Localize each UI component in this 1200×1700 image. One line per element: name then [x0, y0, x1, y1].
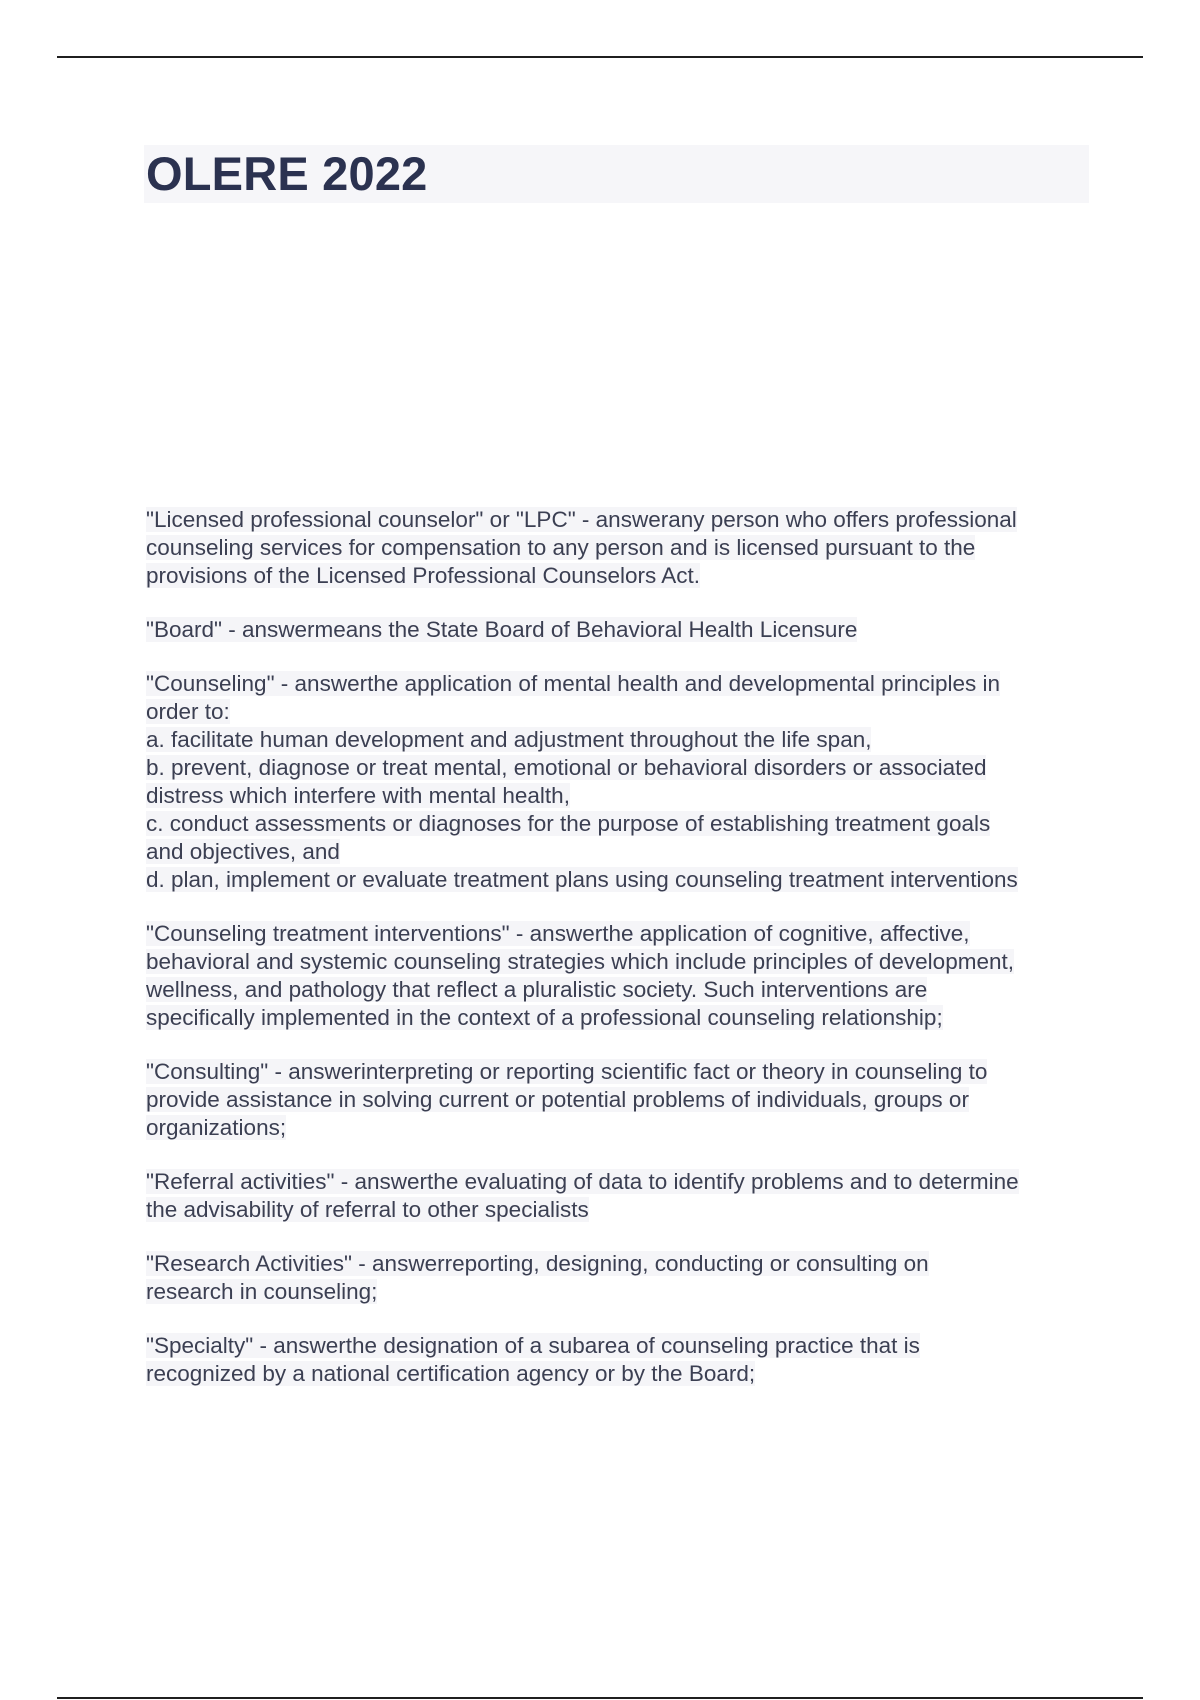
text-line: organizations;	[146, 1115, 287, 1140]
text-line: a. facilitate human development and adjustment throughout the life span,	[146, 727, 872, 752]
text-line: "Specialty" - answerthe designation of a subarea of counseling practice that is	[146, 1333, 920, 1358]
page-title: OLERE 2022	[146, 147, 428, 200]
definition-specialty	[146, 1332, 1091, 1388]
text-line: research in counseling;	[146, 1279, 378, 1304]
top-divider	[57, 56, 1143, 58]
definition-referral-activities	[146, 1168, 1091, 1224]
text-line: c. conduct assessments or diagnoses for the purpose of establishing treatment goals	[146, 811, 991, 836]
text-line: wellness, and pathology that reflect a pluralistic society. Such interventions are	[146, 977, 928, 1002]
definition-consulting	[146, 1058, 1091, 1142]
text-line: "Licensed professional counselor" or "LPC" - answerany person who offers professional	[146, 507, 1017, 532]
text-line: provide assistance in solving current or potential problems of individuals, groups or	[146, 1087, 969, 1112]
text-line: "Research Activities" - answerreporting, designing, conducting or consulting on	[146, 1251, 929, 1276]
text-line: provisions of the Licensed Professional Counselors Act.	[146, 563, 701, 588]
definition-research-activities	[146, 1250, 1091, 1306]
definition-counseling-treatment-interventions	[146, 920, 1091, 1032]
text-line: "Counseling treatment interventions" - answerthe application of cognitive, affective,	[146, 921, 970, 946]
text-line: "Counseling" - answerthe application of mental health and developmental principles in	[146, 671, 1000, 696]
text-line: d. plan, implement or evaluate treatment plans using counseling treatment interventions	[146, 867, 1018, 892]
text-line: counseling services for compensation to any person and is licensed pursuant to the	[146, 535, 976, 560]
definition-counseling	[146, 670, 1091, 894]
text-line: specifically implemented in the context of a professional counseling relationship;	[146, 1005, 943, 1030]
text-line: behavioral and systemic counseling strategies which include principles of development,	[146, 949, 1014, 974]
text-line: distress which interfere with mental health,	[146, 783, 570, 808]
text-line: recognized by a national certification agency or by the Board;	[146, 1361, 756, 1386]
text-line: b. prevent, diagnose or treat mental, emotional or behavioral disorders or associated	[146, 755, 987, 780]
text-line: "Consulting" - answerinterpreting or reporting scientific fact or theory in counseling to	[146, 1059, 988, 1084]
text-line: the advisability of referral to other specialists	[146, 1197, 589, 1222]
definition-lpc	[146, 506, 1091, 590]
definitions-list	[146, 506, 1091, 1414]
text-line: "Board" - answermeans the State Board of Behavioral Health Licensure	[146, 617, 858, 642]
text-line: and objectives, and	[146, 839, 340, 864]
text-line: order to:	[146, 699, 230, 724]
text-line: "Referral activities" - answerthe evaluating of data to identify problems and to determine	[146, 1169, 1019, 1194]
bottom-divider	[57, 1697, 1143, 1699]
definition-board	[146, 616, 1091, 644]
